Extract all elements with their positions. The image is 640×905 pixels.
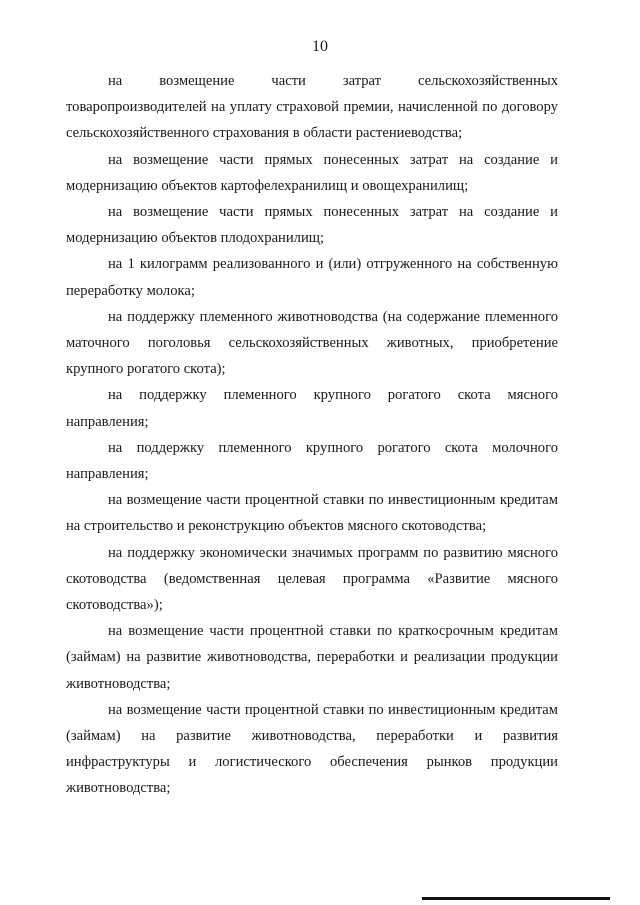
paragraph-5: на поддержку племенного животноводства (на содержание племенного маточного поголовья сельскохозяйственных животных, приобретение крупного рогатого скота); [66,308,558,378]
paragraph-6: на поддержку племенного крупного рогатого скота мясного направления; [66,387,558,430]
paragraph-8: на возмещение части процентной ставки по инвестиционным кредитам на строительство и реконструкцию объектов мясного скотоводства; [66,492,558,535]
paragraph-3: на возмещение части прямых понесенных затрат на создание и модернизацию объектов плодохранилищ; [66,204,558,247]
paragraph-9: на поддержку экономически значимых программ по развитию мясного скотоводства (ведомственная целевая программа «Развитие мясного скотоводства»); [66,544,558,614]
paragraph-2: на возмещение части прямых понесенных затрат на создание и модернизацию объектов картофелехранилищ и овощехранилищ; [66,151,558,194]
paragraph-10: на возмещение части процентной ставки по краткосрочным кредитам (займам) на развитие животноводства, переработки и реализации продукции животноводства; [66,623,558,692]
paragraph-11: на возмещение части процентной ставки по инвестиционным кредитам (займам) на развитие животноводства, переработки и развития инфраструктуры и логистического обеспечения рынков продукции животноводства; [66,701,558,797]
footer-rule [422,897,610,900]
document-body [66,68,558,802]
paragraph-1: на возмещение части затрат сельскохозяйственных товаропроизводителей на уплату страховой премии, начисленной по договору сельскохозяйственного страхования в области растениеводства; [66,73,558,142]
page-number: 10 [312,38,328,55]
paragraph-7: на поддержку племенного крупного рогатого скота молочного направления; [66,439,558,483]
paragraph-4: на 1 килограмм реализованного и (или) отгруженного на собственную переработку молока; [66,256,558,299]
